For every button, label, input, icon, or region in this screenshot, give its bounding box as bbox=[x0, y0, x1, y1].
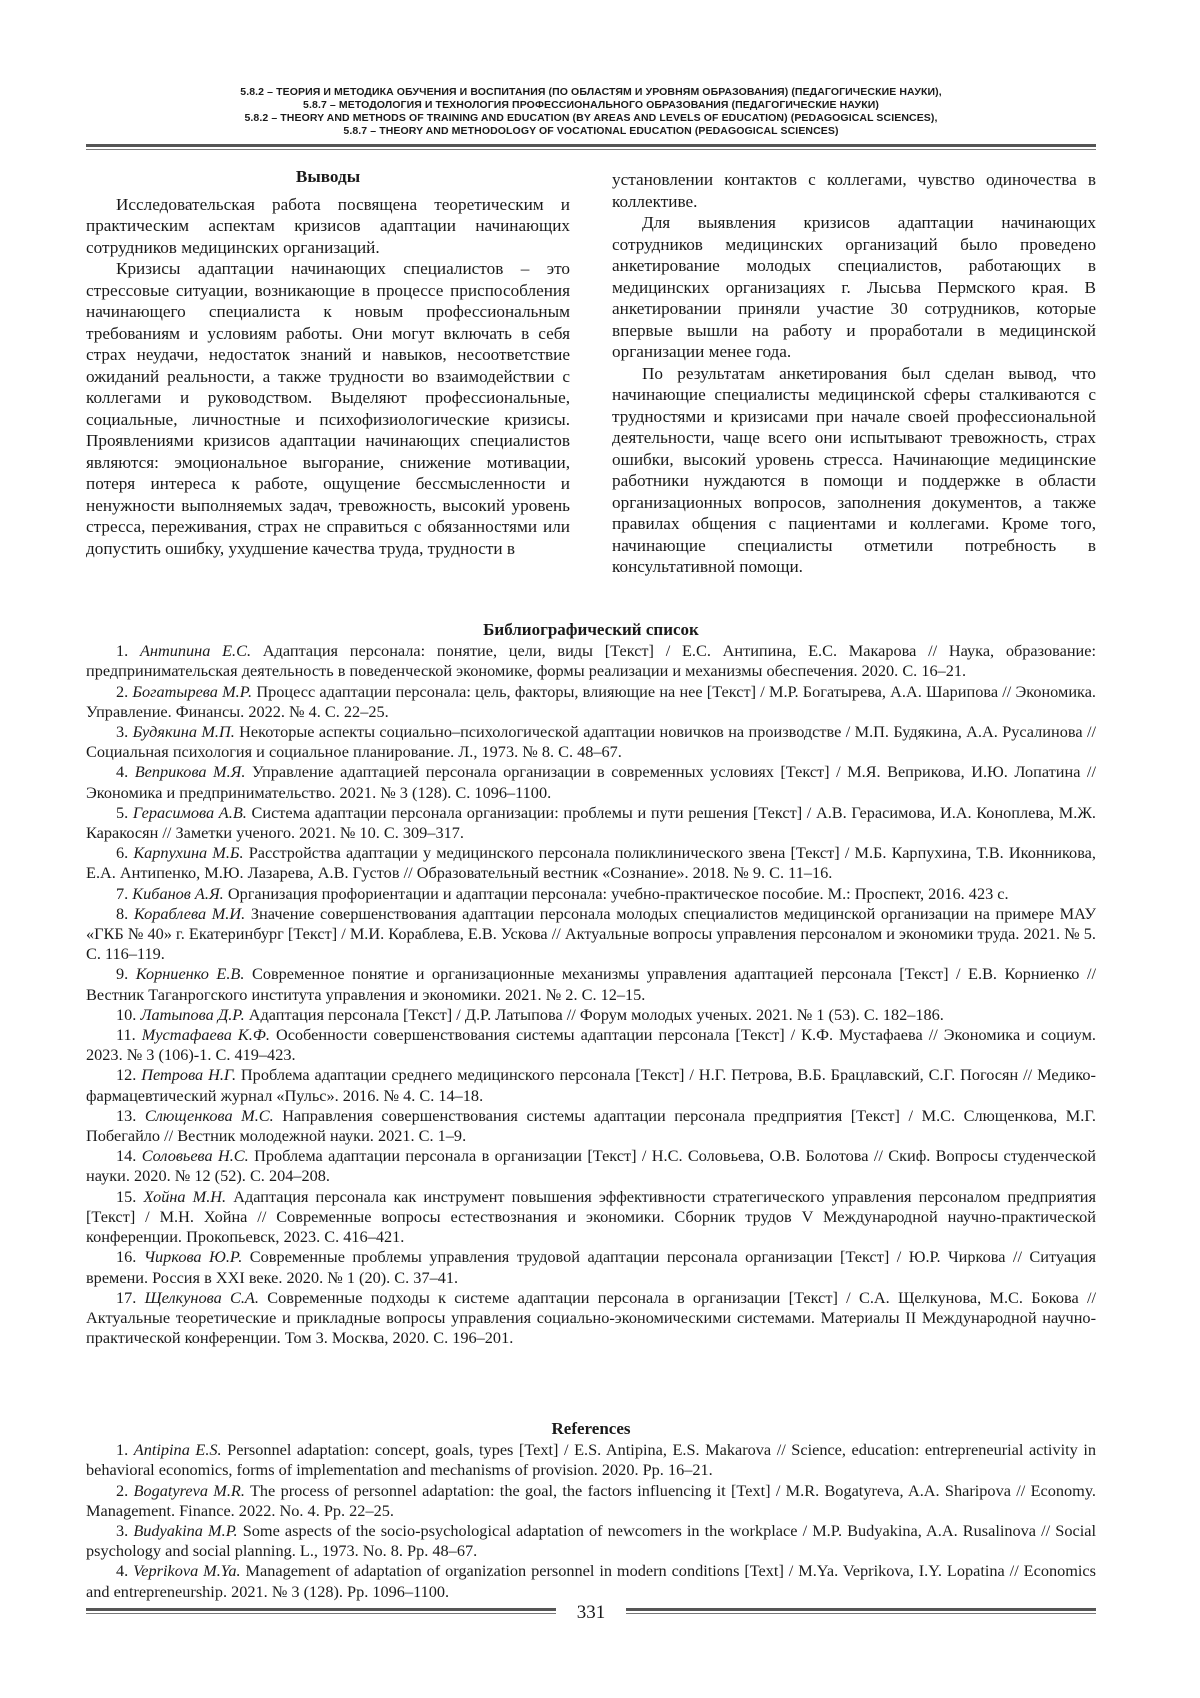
reference-text: Адаптация персонала [Текст] / Д.Р. Латыпова // Форум молодых ученых. 2021. № 1 (53). С. 182–186. bbox=[248, 1004, 944, 1024]
reference-author: Герасимова А.В. bbox=[132, 802, 247, 822]
reference-text: Современные подходы к системе адаптации персонала в организации [Текст] / С.А. Щелкунова, М.С. Бокова // Актуальные теоретические и прикладные вопросы управления социально-экономическими системами. Материалы II Международной научно-практической конференции. Том 3. Москва, 2020. С. 196–201. bbox=[86, 1287, 1097, 1348]
reference-item bbox=[86, 1247, 1096, 1287]
reference-text: Значение совершенствования адаптации персонала молодых специалистов медицинской организации на примере МАУ «ГКБ № 40» г. Екатеринбург [Текст] / М.И. Кораблева, Е.В. Ускова // Актуальные вопросы управления персоналом и экономики труда. 2021. № 5. С. 116–119. bbox=[86, 903, 1096, 964]
reference-item bbox=[86, 1440, 1096, 1480]
reference-number: 14. bbox=[116, 1146, 137, 1166]
reference-number: 4. bbox=[116, 1561, 129, 1581]
reference-item bbox=[86, 884, 1096, 904]
bibliography-title: Библиографический список bbox=[483, 620, 699, 639]
reference-number: 13. bbox=[116, 1105, 137, 1125]
reference-text: Проблема адаптации среднего медицинского персонала [Текст] / Н.Г. Петрова, В.Б. Брацлавский, С.Г. Погосян // Медико-фармацевтический журнал «Пульс». 2016. № 4. С. 14–18. bbox=[86, 1065, 1096, 1105]
reference-item bbox=[86, 964, 1096, 1004]
left-column bbox=[86, 166, 570, 559]
reference-number: 10. bbox=[116, 1004, 137, 1024]
reference-author: Будякина М.П. bbox=[132, 722, 235, 742]
reference-text: Организация профориентации и адаптации персонала: учебно-практическое пособие. М.: Проспект, 2016. 423 с. bbox=[227, 883, 1009, 903]
reference-item bbox=[86, 904, 1096, 965]
reference-text: Адаптация персонала: понятие, цели, виды [Текст] / Е.С. Антипина, Е.С. Макарова // Наука, образование: предпринимательская деятельность в поведенческой экономике, формы реализации и механизмы обеспечения. 2020. С. 16–21. bbox=[86, 641, 1096, 681]
references-section bbox=[86, 1419, 1096, 1602]
reference-text: Особенности совершенствования системы адаптации персонала [Текст] / К.Ф. Мустафаева // Экономика и социум. 2023. № 3 (106)-1. С. 419–423. bbox=[86, 1025, 1096, 1065]
reference-author: Antipina E.S. bbox=[133, 1440, 222, 1460]
reference-item bbox=[86, 1106, 1096, 1146]
reference-item bbox=[86, 722, 1096, 762]
reference-number: 12. bbox=[116, 1065, 137, 1085]
reference-item bbox=[86, 641, 1096, 681]
reference-author: Антипина Е.С. bbox=[139, 641, 252, 661]
bibliography-section bbox=[86, 620, 1096, 1348]
reference-number: 8. bbox=[116, 903, 129, 923]
references-title: References bbox=[551, 1419, 631, 1438]
reference-author: Слющенкова М.С. bbox=[144, 1105, 274, 1125]
reference-number: 15. bbox=[116, 1186, 137, 1206]
reference-text: Современные проблемы управления трудовой адаптации персонала организации [Текст] / Ю.Р. Чиркова // Ситуация времени. Россия в XXI веке. 2020. № 1 (20). С. 37–41. bbox=[86, 1247, 1096, 1287]
reference-number: 2. bbox=[116, 1480, 129, 1500]
reference-author: Bogatyreva M.R. bbox=[133, 1480, 245, 1500]
reference-text: Современное понятие и организационные механизмы управления адаптацией персонала [Текст] / Е.В. Корниенко // Вестник Таганрогского института управления и экономики. 2021. № 2. С. 12–15. bbox=[86, 964, 1097, 1004]
reference-text: Система адаптации персонала организации: проблемы и пути решения [Текст] / А.В. Герасимова, И.А. Коноплева, М.Ж. Каракосян // Заметки ученого. 2021. № 10. С. 309–317. bbox=[86, 802, 1096, 843]
reference-number: 11. bbox=[116, 1025, 136, 1045]
reference-item bbox=[86, 1065, 1096, 1105]
reference-number: 3. bbox=[116, 722, 129, 742]
reference-text: The process of personnel adaptation: the goal, the factors influencing it [Text] / M.R. Bogatyreva, A.A. Sharipova // Economy. Management. Finance. 2022. No. 4. Pp. 22–25. bbox=[86, 1480, 1096, 1520]
running-header-line: 5.8.7 – МЕТОДОЛОГИЯ И ТЕХНОЛОГИЯ ПРОФЕССИОНАЛЬНОГО ОБРАЗОВАНИЯ (ПЕДАГОГИЧЕСКИЕ НАУКИ) bbox=[303, 99, 879, 111]
reference-item bbox=[86, 1561, 1096, 1601]
body-paragraph: Для выявления кризисов адаптации начинающих сотрудников медицинских организаций было проведено анкетирование молодых специалистов, работающих в медицинских организациях г. Лысьва Пермского края. В анкетировании приняли участие 30 сотрудников, которые впервые вышли на работу и проработали в медицинской организации менее года. bbox=[612, 213, 1096, 361]
reference-item bbox=[86, 762, 1096, 802]
reference-number: 6. bbox=[116, 843, 129, 863]
reference-number: 16. bbox=[116, 1247, 137, 1267]
header-divider bbox=[86, 144, 1096, 150]
page-number: 331 bbox=[576, 1602, 606, 1623]
body-paragraph: По результатам анкетирования был сделан вывод, что начинающие специалисты медицинской сферы сталкиваются с трудностями и кризисами при начале своей профессиональной деятельности, чаще всего они испытывают тревожность, страх ошибки, высокий уровень стресса. Начинающие медицинские работники нуждаются в помощи и поддержке в области организационных вопросов, заполнения документов, а также правилах общения с пациентами и коллегами. Кроме того, начинающие специалисты отметили потребность в консультативной помощи. bbox=[612, 363, 1096, 576]
running-header bbox=[86, 86, 1096, 138]
reference-item bbox=[86, 843, 1096, 883]
reference-author: Щелкунова С.А. bbox=[144, 1287, 259, 1307]
reference-number: 7. bbox=[116, 883, 129, 903]
footer-rule bbox=[626, 1608, 1096, 1614]
reference-author: Веприкова М.Я. bbox=[134, 762, 246, 782]
reference-number: 2. bbox=[116, 681, 129, 701]
reference-text: Управление адаптацией персонала организации в современных условиях [Текст] / М.Я. Веприкова, И.Ю. Лопатина // Экономика и предпринимательство. 2021. № 3 (128). С. 1096–1100. bbox=[86, 762, 1096, 802]
reference-author: Veprikova M.Ya. bbox=[133, 1561, 241, 1581]
reference-author: Чиркова Ю.Р. bbox=[143, 1247, 243, 1267]
reference-text: Расстройства адаптации у медицинского персонала поликлинического звена [Текст] / М.Б. Карпухина, Т.В. Иконникова, Е.А. Антипенко, М.Ю. Лазарева, А.В. Густов // Образовательный вестник «Сознание». 2018. № 9. С. 11–16. bbox=[86, 843, 1096, 883]
reference-item bbox=[86, 1288, 1096, 1349]
reference-item bbox=[86, 1187, 1096, 1248]
body-paragraph-continuation: установлении контактов с коллегами, чувство одиночества в коллективе. bbox=[612, 170, 1096, 211]
reference-author: Соловьева Н.С. bbox=[141, 1146, 249, 1166]
right-column bbox=[612, 169, 1096, 578]
reference-text: Personnel adaptation: concept, goals, types [Text] / E.S. Antipina, E.S. Makarova // Science, education: entrepreneurial activity in behavioral economics, forms of implementation and mechanisms of provision. 2020. Pp. 16–21. bbox=[86, 1440, 1096, 1480]
reference-number: 1. bbox=[116, 641, 129, 661]
body-paragraph: Кризисы адаптации начинающих специалистов – это стрессовые ситуации, возникающие в процессе приспособления начинающего специалиста к новым профессиональным требованиям и условиям работы. Они могут включать в себя страх неудачи, недостаток знаний и навыков, несоответствие ожиданий реальности, а также трудности во взаимодействии с коллегами и руководством. Выделяют профессиональные, социальные, личностные и психофизиологические кризисы. Проявлениями кризисов адаптации начинающих специалистов являются: эмоциональное выгорание, снижение мотивации, потеря интереса к работе, ощущение бессмысленности и ненужности выполняемых задач, тревожность, высокий уровень стресса, переживания, страх не справиться с обязанностями или допустить ошибку, ухудшение качества труда, трудности в bbox=[86, 259, 570, 558]
reference-author: Карпухина М.Б. bbox=[133, 843, 244, 863]
reference-text: Некоторые аспекты социально–психологической адаптации новичков на производстве / М.П. Будякина, А.А. Русалинова // Социальная психология и социальное планирование. Л., 1973. № 8. С. 48–67. bbox=[86, 722, 1096, 762]
body-paragraph: Исследовательская работа посвящена теоретическим и практическим аспектам кризисов адаптации начинающих сотрудников медицинских организаций. bbox=[86, 194, 570, 257]
page-footer bbox=[86, 1602, 1096, 1626]
reference-item bbox=[86, 1025, 1096, 1065]
reference-item bbox=[86, 1521, 1096, 1561]
reference-item bbox=[86, 803, 1096, 843]
running-header-line: 5.8.7 – THEORY AND METHODOLOGY OF VOCATIONAL EDUCATION (PEDAGOGICAL SCIENCES) bbox=[343, 125, 839, 137]
reference-number: 4. bbox=[116, 762, 129, 782]
running-header-line: 5.8.2 – THEORY AND METHODS OF TRAINING AND EDUCATION (BY AREAS AND LEVELS OF EDUCATION) (PEDAGOGICAL SCIENCES), bbox=[244, 112, 938, 124]
reference-author: Богатырева М.Р. bbox=[132, 681, 253, 701]
reference-text: Проблема адаптации персонала в организации [Текст] / Н.С. Соловьева, О.В. Болотова // Скиф. Вопросы студенческой науки. 2020. № 12 (52). С. 204–208. bbox=[86, 1146, 1097, 1186]
references-list bbox=[86, 1440, 1096, 1602]
reference-author: Budyakina M.P. bbox=[133, 1521, 238, 1541]
conclusions-title: Выводы bbox=[295, 167, 361, 186]
reference-author: Латыпова Д.Р. bbox=[140, 1004, 245, 1024]
running-header-line: 5.8.2 – ТЕОРИЯ И МЕТОДИКА ОБУЧЕНИЯ И ВОСПИТАНИЯ (ПО ОБЛАСТЯМ И УРОВНЯМ ОБРАЗОВАНИЯ) (ПЕДАГОГИЧЕСКИЕ НАУКИ), bbox=[240, 86, 942, 98]
reference-author: Корниенко Е.В. bbox=[135, 964, 245, 984]
reference-number: 5. bbox=[116, 802, 129, 822]
reference-text: Адаптация персонала как инструмент повышения эффективности стратегического управления персоналом предприятия [Текст] / М.Н. Хойна // Современные вопросы естествознания и экономики. Сборник трудов V Международной научно-практической конференции. Прокопьевск, 2023. С. 416–421. bbox=[86, 1186, 1097, 1247]
reference-number: 9. bbox=[116, 964, 129, 984]
reference-number: 3. bbox=[116, 1521, 129, 1541]
reference-item bbox=[86, 1146, 1096, 1186]
reference-author: Хойна М.Н. bbox=[143, 1186, 227, 1206]
reference-item bbox=[86, 1481, 1096, 1521]
reference-number: 17. bbox=[116, 1287, 137, 1307]
reference-author: Кибанов А.Я. bbox=[132, 883, 224, 903]
reference-author: Кораблева М.И. bbox=[133, 903, 246, 923]
reference-text: Some aspects of the socio-psychological adaptation of newcomers in the workplace / M.P. Budyakina, A.A. Rusalinova // Social psychology and social planning. L., 1973. No. 8. Pp. 48–67. bbox=[86, 1521, 1096, 1561]
reference-author: Мустафаева К.Ф. bbox=[141, 1025, 270, 1045]
reference-text: Management of adaptation of organization personnel in modern conditions [Text] / M.Ya. Veprikova, I.Y. Lopatina // Economics and entrepreneurship. 2021. № 3 (128). Pp. 1096–1100. bbox=[86, 1561, 1096, 1601]
bibliography-list bbox=[86, 641, 1096, 1348]
reference-item bbox=[86, 682, 1096, 722]
reference-text: Направления совершенствования системы адаптации персонала предприятия [Текст] / М.С. Слющенкова, М.Г. Побегайло // Вестник молодежной науки. 2021. С. 1–9. bbox=[86, 1105, 1096, 1146]
reference-number: 1. bbox=[116, 1440, 129, 1460]
reference-author: Петрова Н.Г. bbox=[141, 1065, 237, 1085]
reference-text: Процесс адаптации персонала: цель, факторы, влияющие на нее [Текст] / М.Р. Богатырева, А.А. Шарипова // Экономика. Управление. Финансы. 2022. № 4. С. 22–25. bbox=[86, 681, 1096, 721]
reference-item bbox=[86, 1005, 1096, 1025]
